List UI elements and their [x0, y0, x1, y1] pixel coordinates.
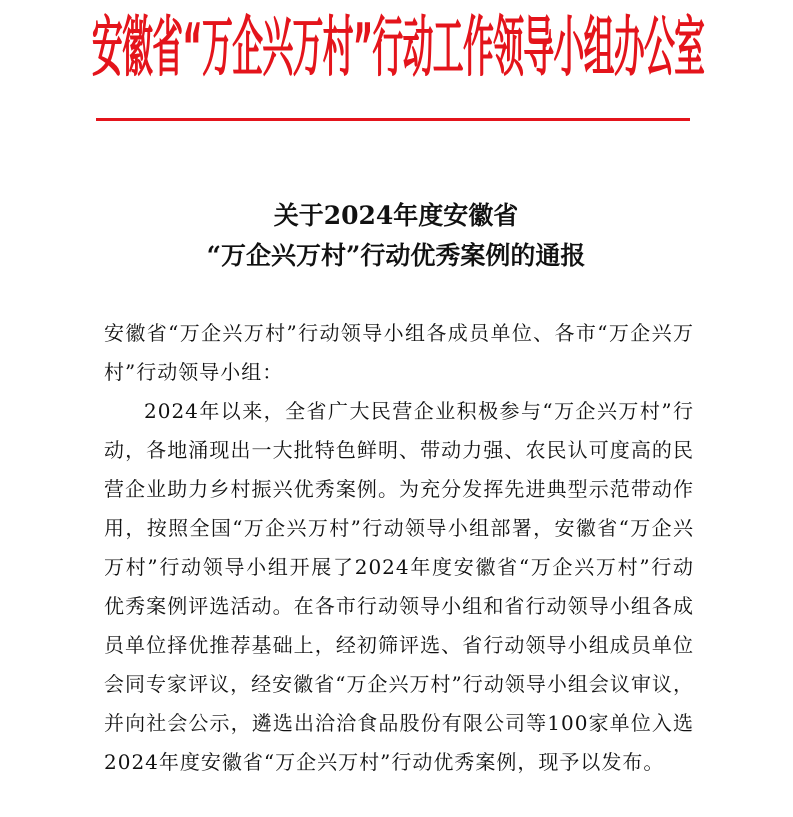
letterhead-title: 安徽省“万企兴万村”行动工作领导小组办公室 — [91, 9, 705, 86]
document-title-line-1: 关于2024年度安徽省 — [273, 201, 519, 230]
letterhead-title-box — [92, 6, 704, 90]
letterhead-red-rule — [96, 118, 690, 121]
document-title — [96, 196, 696, 276]
salutation: 安徽省“万企兴万村”行动领导小组各成员单位、各市“万企兴万村”行动领导小组： — [104, 321, 694, 384]
document-title-line-2: “万企兴万村”行动优秀案例的通报 — [206, 241, 586, 270]
body-paragraph: 2024年以来，全省广大民营企业积极参与“万企兴万村”行动，各地涌现出一大批特色鲜明、带动力强、农民认可度高的民营企业助力乡村振兴优秀案例。为充分发挥先进典型示范带动作用，按照全国“万企兴万村”行动领导小组部署，安徽省“万企兴万村”行动领导小组开展了2024年度安徽省“万企兴万村”行动优秀案例评选活动。在各市行动领导小组和省行动领导小组各成员单位择优推荐基础上，经初筛评选、省行动领导小组成员单位会同专家评议，经安徽省“万企兴万村”行动领导小组会议审议，并向社会公示，遴选出洽洽食品股份有限公司等100家单位入选2024年度安徽省“万企兴万村”行动优秀案例，现予以发布。 — [104, 399, 694, 774]
